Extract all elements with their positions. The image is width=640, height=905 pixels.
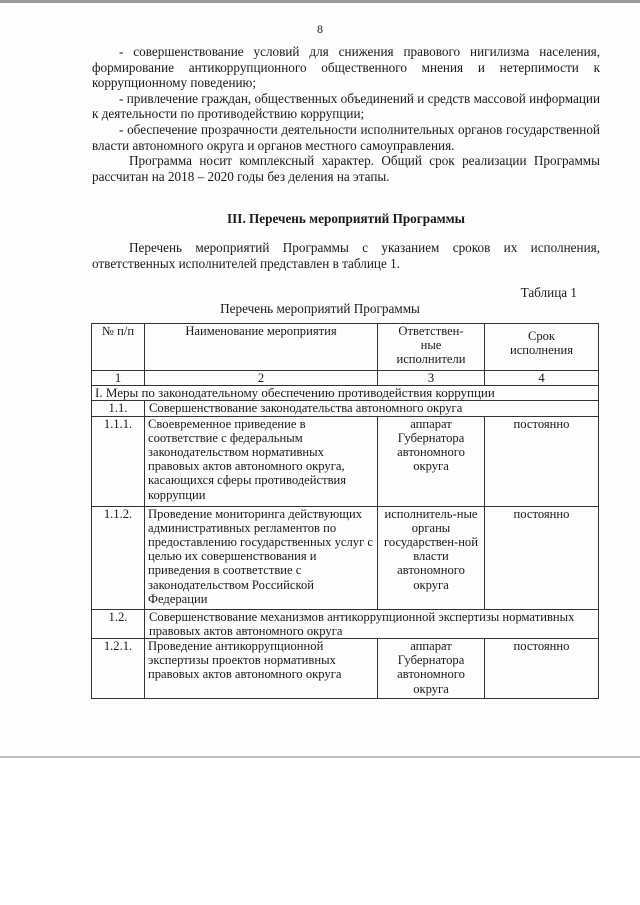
intro-text	[92, 240, 600, 271]
header-responsible: Ответствен- ные исполнители	[378, 324, 485, 371]
row-subtitle: Совершенствование законодательства автономного округа	[145, 401, 599, 416]
row-subtitle: Совершенствование механизмов антикоррупционной экспертизы нормативных правовых актов автономного округа	[145, 609, 599, 638]
row-name: Своевременное приведение в соответствие с федеральным законодательством нормативных правовых актов автономного округа, касающихся сферы противодействия коррупции	[145, 416, 378, 506]
header-term: Срок исполнения	[485, 324, 599, 371]
scan-edge-top	[0, 0, 640, 3]
column-number-row	[92, 371, 599, 386]
column-number: 4	[485, 371, 599, 386]
row-name: Проведение мониторинга действующих административных регламентов по предоставлению государственных услуг с целью их совершенствования и приведения в соответствие с законодательством Российской Федерации	[145, 506, 378, 609]
section-row	[92, 386, 599, 401]
table-row	[92, 401, 599, 416]
table-row	[92, 609, 599, 638]
paragraph-4: Программа носит комплексный характер. Общий срок реализации Программы рассчитан на 2018 – 2020 годы без деления на этапы.	[92, 153, 600, 184]
row-num: 1.2.	[92, 609, 145, 638]
section-heading: III. Перечень мероприятий Программы	[227, 211, 465, 226]
measures-table	[91, 323, 599, 699]
row-num: 1.1.2.	[92, 506, 145, 609]
row-name: Проведение антикоррупционной экспертизы проектов нормативных правовых актов автономного округа	[145, 639, 378, 699]
row-num: 1.2.1.	[92, 639, 145, 699]
table-row	[92, 416, 599, 506]
intro-paragraph: Перечень мероприятий Программы с указанием сроков их исполнения, ответственных исполнителей представлен в таблице 1.	[92, 240, 600, 271]
row-term: постоянно	[485, 506, 599, 609]
scan-edge-bottom	[0, 756, 640, 758]
table-number: Таблица 1	[520, 285, 577, 300]
column-number: 1	[92, 371, 145, 386]
body-text	[92, 44, 600, 184]
header-name: Наименование мероприятия	[145, 324, 378, 371]
row-term: постоянно	[485, 639, 599, 699]
paragraph-1: - совершенствование условий для снижения правового нигилизма населения, формирование антикоррупционного общественного мнения и нетерпимости к коррупционному поведению;	[92, 44, 600, 91]
paragraph-2: - привлечение граждан, общественных объединений и средств массовой информации к деятельности по противодействию коррупции;	[92, 90, 600, 122]
row-num: 1.1.1.	[92, 416, 145, 506]
column-number: 3	[378, 371, 485, 386]
row-num: 1.1.	[92, 401, 145, 416]
table-row	[92, 506, 599, 609]
column-number: 2	[145, 371, 378, 386]
row-responsible: аппарат Губернатора автономного округа	[378, 639, 485, 699]
page-number: 8	[317, 22, 323, 36]
table-row	[92, 639, 599, 699]
table-header-row	[92, 324, 599, 371]
row-term: постоянно	[485, 416, 599, 506]
table-title: Перечень мероприятий Программы	[220, 301, 420, 316]
paragraph-3: - обеспечение прозрачности деятельности исполнительных органов государственной власти автономного округа и органов местного самоуправления.	[92, 121, 600, 153]
section-row-title: I. Меры по законодательному обеспечению противодействия коррупции	[92, 386, 599, 401]
header-num: № п/п	[92, 324, 145, 371]
row-responsible: аппарат Губернатора автономного округа	[378, 416, 485, 506]
row-responsible: исполнитель-ные органы государствен-ной власти автономного округа	[378, 506, 485, 609]
